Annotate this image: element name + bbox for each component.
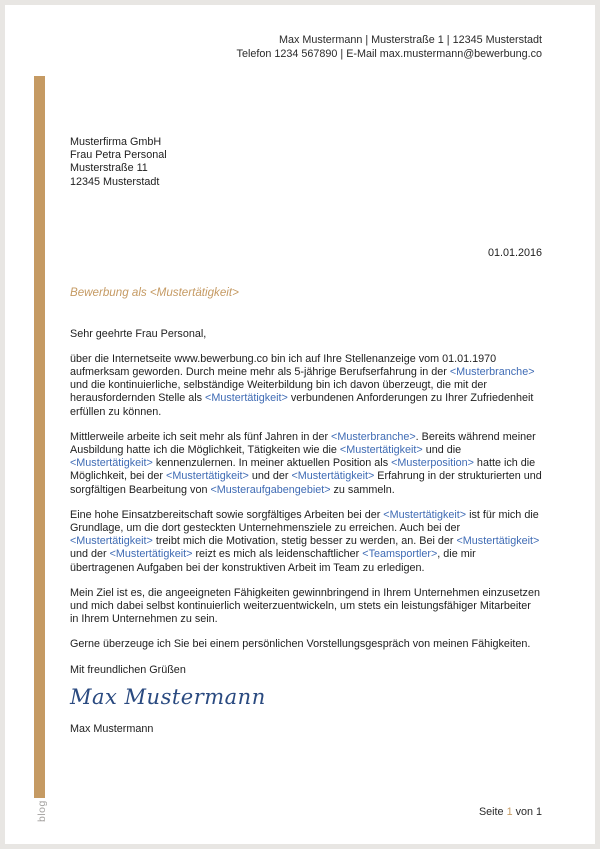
placeholder-token: <Mustertätigkeit>	[166, 470, 249, 483]
placeholder-token: <Mustertätigkeit>	[291, 470, 375, 483]
paragraph	[70, 638, 542, 651]
recipient-street: Musterstraße 11	[70, 162, 148, 175]
brand-mark: blog	[36, 800, 48, 822]
sender-name-typed: Max Mustermann	[70, 722, 154, 735]
text-run: Eine hohe Einsatzbereitschaft sowie sorgfältiges Arbeiten bei der	[70, 508, 384, 521]
text-run: treibt mich die Motivation, stetig besser zu werden, an. Bei der	[152, 535, 457, 548]
recipient-address-block	[70, 136, 542, 189]
text-run: und der	[248, 470, 292, 483]
placeholder-token: <Mustertätigkeit>	[70, 457, 153, 470]
text-run: reizt es mich als leidenschaftlicher	[192, 548, 363, 561]
accent-bar	[34, 76, 45, 798]
placeholder-token: <Mustertätigkeit>	[205, 392, 288, 405]
text-run: hatte ich die Möglichkeit, bei der	[70, 457, 536, 483]
placeholder-token: <Musterposition>	[391, 457, 474, 470]
sender-contact-block	[70, 33, 542, 61]
handwritten-signature: Max Mustermann	[70, 684, 266, 709]
paragraph	[70, 509, 542, 575]
page-number: 1	[506, 806, 513, 818]
sender-contact-line2: Telefon 1234 567890 | E-Mail max.mustermann@bewerbung.co	[236, 48, 542, 60]
placeholder-token: <Mustertätigkeit>	[383, 508, 467, 521]
placeholder-token: <Teamsportler>	[362, 548, 438, 561]
text-run: Gerne überzeuge ich Sie bei einem persönlichen Vorstellungsgespräch von meinen Fähigkeiten.	[70, 638, 531, 651]
body-paragraphs	[70, 353, 542, 652]
recipient-city: 12345 Musterstadt	[70, 175, 160, 188]
recipient-company: Musterfirma GmbH	[70, 136, 162, 148]
text-run: Mittlerweile arbeite ich seit mehr als fünf Jahren in der	[70, 430, 332, 443]
placeholder-token: <Mustertätigkeit>	[339, 444, 423, 457]
letter-date: 01.01.2016	[487, 246, 542, 259]
text-run: verbundenen Anforderungen zu Ihrer Zufriedenheit erfüllen zu können.	[70, 392, 534, 418]
placeholder-token: <Musteraufgabengebiet>	[210, 483, 331, 496]
subject-line: Bewerbung als <Mustertätigkeit>	[70, 285, 239, 299]
placeholder-token: <Mustertätigkeit>	[456, 535, 540, 548]
recipient-person: Frau Petra Personal	[70, 149, 167, 162]
placeholder-token: <Mustertätigkeit>	[109, 548, 193, 561]
paragraph	[70, 587, 542, 627]
placeholder-token: <Musterbranche>	[449, 366, 535, 379]
paragraph	[70, 431, 542, 497]
paragraph	[70, 353, 542, 419]
text-run: und die kontinuierliche, selbständige Weiterbildung bin ich davon überzeugt, die mit der herausfordernden Stelle als	[70, 379, 487, 405]
page-footer	[479, 806, 542, 818]
text-run: und die	[422, 444, 462, 457]
salutation: Sehr geehrte Frau Personal,	[70, 327, 207, 340]
placeholder-token: <Musterbranche>	[331, 430, 416, 443]
text-run: , die mir übertragenen Aufgaben bei der konstruktiven Arbeit im Team zu erledigen.	[70, 548, 476, 574]
text-run: Erfahrung in der strukturierten und sorgfältigen Bearbeitung von	[70, 470, 542, 496]
footer-label: Seite	[478, 806, 504, 818]
text-run: ist für mich die Grundlage, um die dort gesteckten Unternehmensziele zu erreichen. Auch bei der	[70, 508, 539, 535]
text-run: zu sammeln.	[330, 483, 395, 496]
footer-suffix: von 1	[515, 806, 542, 818]
text-run: über die Internetseite www.bewerbung.co bin ich auf Ihre Stellenanzeige vom 01.01.1970 aufmerksam geworden. Durch meine mehr als 5-jährige Berufserfahrung in der	[70, 352, 497, 379]
text-run: und der	[70, 548, 110, 561]
sender-contact-line1: Max Mustermann | Musterstraße 1 | 12345 Musterstadt	[278, 34, 542, 46]
text-run: kennenzulernen. In meiner aktuellen Position als	[152, 457, 392, 470]
text-run: Mein Ziel ist es, die angeeigneten Fähigkeiten gewinnbringend in Ihrem Unternehmen einzusetzen und mich dabei selbst kontinuierlich weiterzuentwickeln, um stets ein leistungsfähiger Mitarbeiter in Ihrem Unternehmen zu sein.	[70, 586, 540, 626]
closing-phrase: Mit freundlichen Grüßen	[70, 663, 186, 676]
text-run: . Bereits während meiner Ausbildung hatte ich die Möglichkeit, Tätigkeiten wie die	[70, 430, 536, 457]
placeholder-token: <Mustertätigkeit>	[70, 535, 153, 548]
letter-content	[70, 0, 542, 735]
